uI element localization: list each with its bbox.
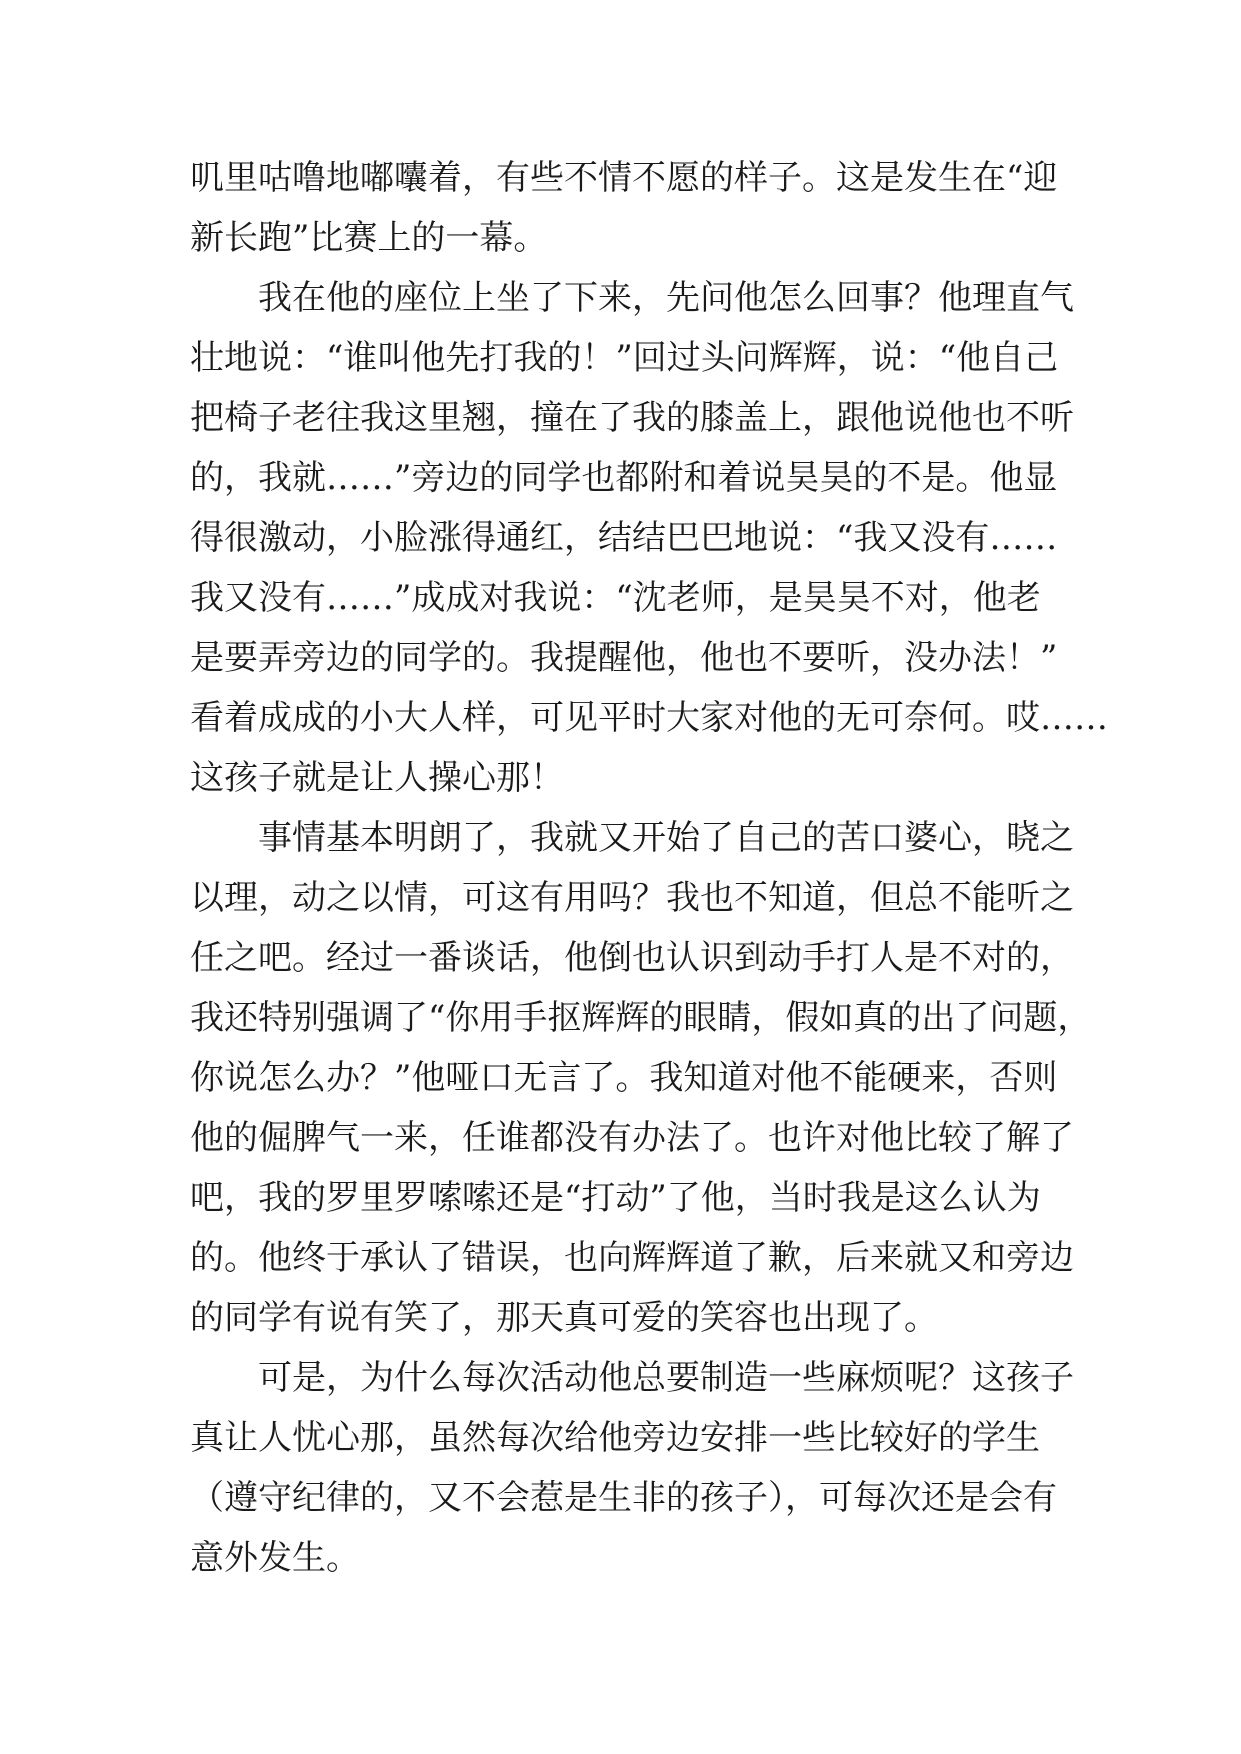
text-line: 的。他终于承认了错误，也向辉辉道了歉，后来就又和旁边	[190, 1238, 1074, 1278]
text-line: 吧，我的罗里罗嗦嗦还是“打动”了他，当时我是这么认为	[190, 1178, 1041, 1218]
text-line: 的，我就……”旁边的同学也都附和着说昊昊的不是。他显	[190, 458, 1058, 498]
paragraph-first-line: 可是，为什么每次活动他总要制造一些麻烦呢？这孩子	[258, 1358, 1074, 1398]
text-line: （遵守纪律的，又不会惹是生非的孩子），可每次还是会有	[190, 1478, 1057, 1518]
text-line: 我还特别强调了“你用手抠辉辉的眼睛，假如真的出了问题，	[190, 998, 1092, 1038]
text-line: 的同学有说有笑了，那天真可爱的笑容也出现了。	[190, 1298, 938, 1338]
text-line: 看着成成的小大人样，可见平时大家对他的无可奈何。哎……	[190, 698, 1108, 738]
text-line: 把椅子老往我这里翘，撞在了我的膝盖上，跟他说他也不听	[190, 398, 1074, 438]
text-line: 真让人忧心那，虽然每次给他旁边安排一些比较好的学生	[190, 1418, 1040, 1458]
text-line: 新长跑”比赛上的一幕。	[190, 218, 548, 258]
text-line: 任之吧。经过一番谈话，他倒也认识到动手打人是不对的，	[190, 938, 1074, 978]
text-line: 得很激动，小脸涨得通红，结结巴巴地说：“我又没有……	[190, 518, 1058, 558]
paragraph-first-line: 事情基本明朗了，我就又开始了自己的苦口婆心，晓之	[258, 818, 1074, 858]
text-line: 他的倔脾气一来，任谁都没有办法了。也许对他比较了解了	[190, 1118, 1074, 1158]
text-line: 我又没有……”成成对我说：“沈老师，是昊昊不对，他老	[190, 578, 1041, 618]
text-line: 你说怎么办？”他哑口无言了。我知道对他不能硬来，否则	[190, 1058, 1058, 1098]
text-line: 叽里咕噜地嘟囔着，有些不情不愿的样子。这是发生在“迎	[190, 158, 1058, 198]
text-line: 是要弄旁边的同学的。我提醒他，他也不要听，没办法！”	[190, 638, 1058, 678]
text-line: 意外发生。	[190, 1538, 360, 1578]
text-line: 这孩子就是让人操心那！	[190, 758, 564, 798]
text-line: 壮地说：“谁叫他先打我的！”回过头问辉辉，说：“他自己	[190, 338, 1059, 378]
text-line: 以理，动之以情，可这有用吗？我也不知道，但总不能听之	[190, 878, 1074, 918]
paragraph-first-line: 我在他的座位上坐了下来，先问他怎么回事？他理直气	[258, 278, 1074, 318]
